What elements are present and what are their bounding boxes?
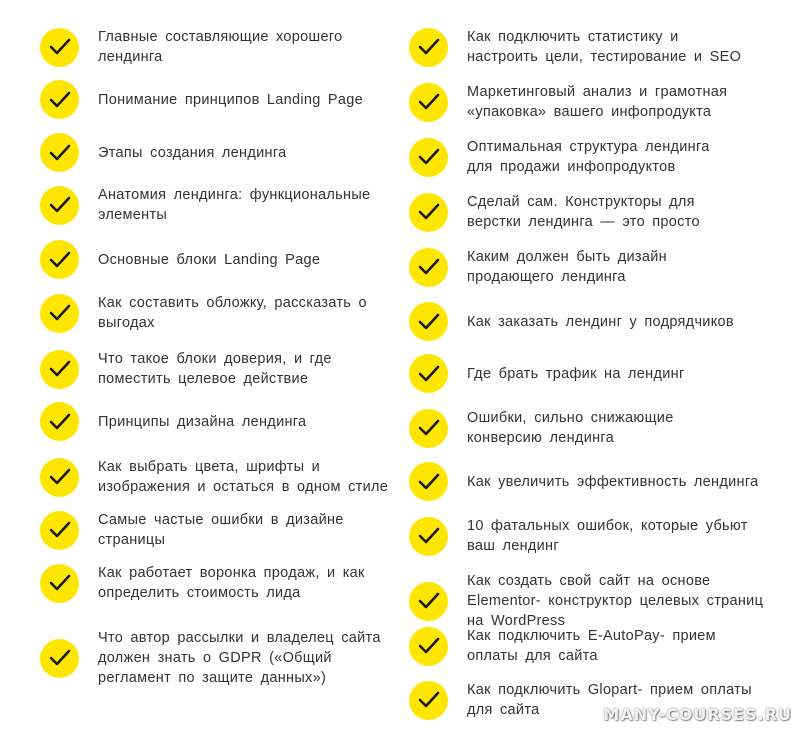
list-item-label: Ошибки, сильно снижающие конверсию лендинга [467,410,674,446]
list-item [408,354,800,393]
list-item-label: Что автор рассылки и владелец сайта должен знать о GDPR («Общий регламент по защите данных») [98,630,381,686]
list-item-label: Маркетинговый анализ и грамотная «упаковка» вашего инфопродукта [467,84,728,120]
checkmark-icon [409,248,448,287]
checkmark-icon [40,133,79,172]
checkmark-icon [40,80,79,119]
list-item-label: Принципы дизайна лендинга [98,413,307,430]
checkmark-icon [40,186,79,225]
list-item-label: Как подключить Glopart- прием оплаты для сайта [467,682,752,718]
list-item [408,247,800,287]
checkmark-icon [409,302,448,341]
list-item [408,516,800,556]
list-item [0,349,400,389]
list-item [0,240,400,279]
list-item-label: Где брать трафик на лендинг [467,365,685,382]
checkmark-icon [409,409,448,448]
checkmark-icon [40,511,79,550]
checkmark-icon [40,564,79,603]
checkmark-icon [409,582,448,621]
list-item [408,408,800,448]
list-item [408,626,800,666]
checkmark-icon [40,639,79,678]
list-item [408,82,800,122]
checkmark-icon [40,402,79,441]
checkmark-icon [409,462,448,501]
checkmark-icon [409,627,448,666]
list-item [0,133,400,172]
checkmark-icon [40,240,79,279]
list-item-label: Сделай сам. Конструкторы для верстки лендинга — это просто [467,194,700,230]
list-item [408,192,800,232]
checkmark-icon [409,138,448,177]
checkmark-icon [40,28,79,67]
list-item [408,27,800,67]
list-item [0,80,400,119]
list-item [0,293,400,333]
list-item-label: Этапы создания лендинга [98,144,287,161]
list-item [408,302,800,341]
list-item [408,462,800,501]
list-item-label: Как составить обложку, рассказать о выгодах [98,295,367,331]
list-item [0,27,400,67]
list-item-label: Как заказать лендинг у подрядчиков [467,313,734,330]
list-item-label: Основные блоки Landing Page [98,251,321,268]
list-item-label: Понимание принципов Landing Page [98,91,364,108]
checkmark-icon [409,83,448,122]
list-item-label: Как работает воронка продаж, и как определить стоимость лида [98,565,365,601]
checkmark-icon [409,354,448,393]
list-item-label: 10 фатальных ошибок, которые убьют ваш лендинг [467,518,748,554]
list-item [0,510,400,550]
list-item-label: Что такое блоки доверия, и где поместить целевое действие [98,351,332,387]
list-item-label: Главные составляющие хорошего лендинга [98,29,343,65]
list-item-label: Оптимальная структура лендинга для продажи инфопродуктов [467,139,710,175]
list-item-label: Как увеличить эффективность лендинга [467,473,759,490]
list-item-label: Самые частые ошибки в дизайне страницы [98,512,344,548]
list-item [0,628,400,688]
list-item [0,402,400,441]
checkmark-icon [40,294,79,333]
checkmark-icon [409,28,448,67]
list-item-label: Как подключить E-AutoPay- прием оплаты для сайта [467,628,716,664]
list-item [0,563,400,603]
list-item-label: Каким должен быть дизайн продающего лендинга [467,249,667,285]
list-item-label: Анатомия лендинга: функциональные элементы [98,187,371,223]
list-item-label: Как выбрать цвета, шрифты и изображения и остаться в одном стиле [98,459,389,495]
checkmark-icon [409,681,448,720]
list-item [408,571,800,631]
checkmark-icon [40,350,79,389]
watermark: MANY-COURSES.RU [603,705,792,724]
list-item [0,457,400,497]
checkmark-icon [409,517,448,556]
checkmark-icon [409,193,448,232]
list-item-label: Как создать свой сайт на основе Elementor- конструктор целевых страниц на WordPress [467,573,764,629]
list-item [0,185,400,225]
list-item-label: Как подключить статистику и настроить цели, тестирование и SEO [467,29,742,65]
checkmark-icon [40,458,79,497]
list-item [408,137,800,177]
